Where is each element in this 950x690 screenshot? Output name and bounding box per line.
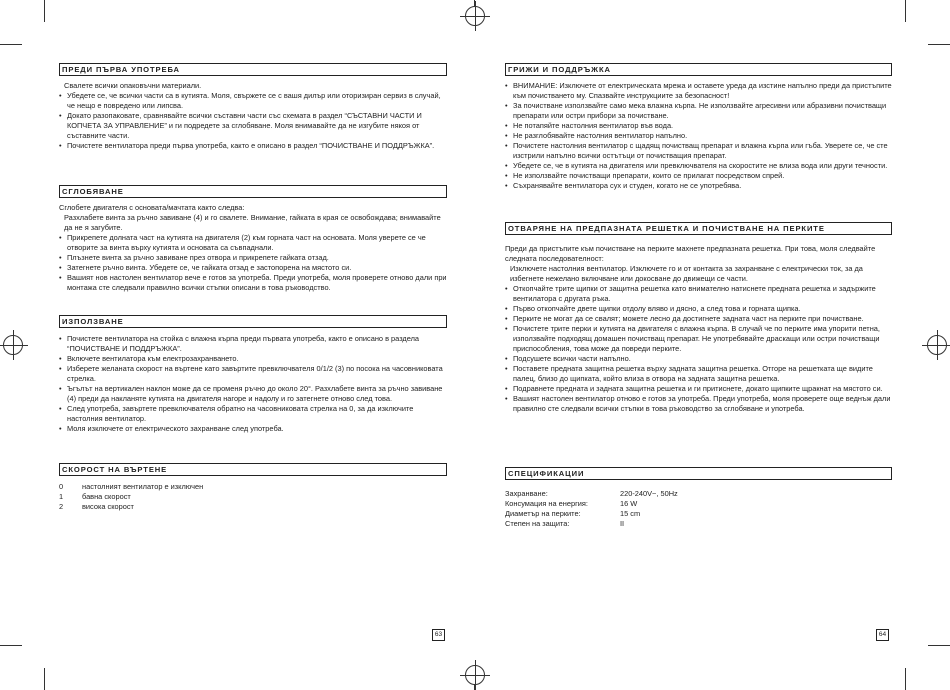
list-item: • Перките не могат да се свалят; можете лесно да достигнете задната част на перките при почистване.: [505, 314, 892, 324]
list-item: • Вашият настолен вентилатор отново е готов за употреба. Преди употреба, моля проверете още веднъж дали правилно сте следвали всички стъпки в това ръководство за сглобяване и употреба.: [505, 394, 892, 414]
spec-row: [505, 519, 892, 529]
spec-key: Диаметър на перките:: [505, 509, 581, 518]
section-title: ПРЕДИ ПЪРВА УПОТРЕБА: [59, 63, 447, 76]
section-specs: [505, 467, 892, 529]
registration-mark: [465, 665, 485, 685]
list-item: • Почистете вентилатора на стойка с влажна кърпа преди първата употреба, както е описано в раздела “ПОЧИСТВАНЕ И ПОДДРЪЖКА”.: [59, 334, 447, 354]
spec-row: [505, 489, 892, 499]
speed-key: 0: [59, 482, 64, 491]
section-speed: [59, 463, 447, 512]
crop-mark: [44, 0, 45, 22]
list-item: • Откопчайте трите щипки от защитна решетка като внимателно натиснете предната решетка и задържите вентилатора с другата ръка.: [505, 284, 892, 304]
bullet-list: [59, 334, 447, 434]
registration-mark: [465, 6, 485, 26]
list-item: • Не разглобявайте настолния вентилатор напълно.: [505, 131, 892, 141]
registration-mark: [927, 335, 947, 355]
section-intro-2: Изключете настолния вентилатор. Изключете го и от контакта за захранване с електрически ток, за да избегнете нежелано включване или докосване до движещи се части.: [510, 264, 863, 283]
spec-row: [505, 499, 892, 509]
crop-mark: [44, 668, 45, 690]
list-item: • Вашият нов настолен вентилатор вече е готов за употреба. Преди употреба, моля проверете отново дали при монтажа сте следвали правилно всички стъпки описани в това ръководство.: [59, 273, 447, 293]
list-item: • Почистете трите перки и кутията на двигателя с влажна кърпа. В случай че по перките има упорити петна, използвайте подходящ домашен почистващ препарат. Не употребявайте драскащи или остри почистващи приспособления, това може да повреди перките.: [505, 324, 892, 354]
spec-key: Захранване:: [505, 489, 548, 498]
list-item: • Подравнете предната и задната защитна решетка и ги притиснете, докато щипките щракнат на мястото си.: [505, 384, 892, 394]
crop-mark: [474, 684, 475, 690]
list-item: • След употреба, завъртете превключвателя обратно на часовниковата стрелка на 0, за да изключите настолния вентилатор.: [59, 404, 447, 424]
section-intro-2: Разхлабете винта за ръчно завиване (4) и го свалете. Внимание, гайката в края се освобождава; внимавайте да не я загубите.: [64, 213, 441, 232]
crop-mark: [905, 668, 906, 690]
list-item: • Плъзнете винта за ръчно завиване през отвора и прикрепете гайката отзад.: [59, 253, 447, 263]
list-item: • Съхранявайте вентилатора сух и студен, когато не се употребява.: [505, 181, 892, 191]
list-item: • Изберете желаната скорост на въртене като завъртите превключвателя 0/1/2 (3) по посока на часовниковата стрелка.: [59, 364, 447, 384]
list-item: • Прикрепете долната част на кутията на двигателя (2) към горната част на основата. Моля уверете се че отворите за винта върху кутията и основата са съвпаднали.: [59, 233, 447, 253]
speed-value: настолният вентилатор е изключен: [82, 482, 204, 491]
list-item: • Почистете вентилатора преди първа употреба, както е описано в раздел “ПОЧИСТВАНЕ И ПОДДРЪЖКА”.: [59, 141, 447, 151]
list-item: • Не използвайте почистващи препарати, които се прилагат посредством спрей.: [505, 171, 892, 181]
section-intro: Преди да пристъпите към почистване на перките махнете предпазната решетка. При това, моля следвайте следната последователност:: [505, 244, 876, 263]
spec-value: 15 cm: [620, 509, 641, 518]
speed-row: [59, 482, 447, 492]
list-item: • За почистване използвайте само мека влажна кърпа. Не използвайте агресивни или абразивни почистващи препарати или остри прибори за почистване.: [505, 101, 892, 121]
list-item: • Включете вентилатора към електрозахранването.: [59, 354, 447, 364]
speed-key: 1: [59, 492, 64, 501]
spec-row: [505, 509, 892, 519]
list-item: • Ъгълът на вертикален наклон може да се променя ръчно до около 20°. Разхлабете винта за ръчно завиване (4) преди да накланяте кутията на двигателя нагоре и надолу и го затегнете отново след това.: [59, 384, 447, 404]
speed-row: [59, 492, 447, 502]
section-title: СКОРОСТ НА ВЪРТЕНЕ: [59, 463, 447, 476]
spec-key: Консумация на енергия:: [505, 499, 588, 508]
spec-key: Степен на защита:: [505, 519, 570, 528]
bullet-list: [505, 81, 892, 191]
list-item: • Затегнете ръчно винта. Убедете се, че гайката отзад е застопорена на мястото си.: [59, 263, 447, 273]
section-grille: [505, 222, 892, 414]
section-assembly: [59, 185, 447, 293]
speed-value: бавна скорост: [82, 492, 131, 501]
list-item: • Почистете настолния вентилатор с щадящ почистващ препарат и влажна кърпа или гъба. Уверете се, че сте изстрили напълно всички остътъци от почистващия препарат.: [505, 141, 892, 161]
section-usage: [59, 315, 447, 434]
speed-row: [59, 502, 447, 512]
spec-value: 16 W: [620, 499, 638, 508]
section-title: СГЛОБЯВАНЕ: [59, 185, 447, 198]
section-title: СПЕЦИФИКАЦИИ: [505, 467, 892, 480]
spec-value: 220-240V~, 50Hz: [620, 489, 678, 498]
bullet-list: [59, 233, 447, 293]
spec-value: II: [620, 519, 625, 528]
list-item: • Докато разопаковате, сравнявайте всички съставни части със схемата в раздел “СЪСТАВНИ ЧАСТИ И КОПЧЕТА ЗА УПРАВЛЕНИЕ” и ги подредете за сглобяване. Моля внимавайте да не изгубите някоя от съставните части.: [59, 111, 447, 141]
section-intro: Сглобете двигателя с основата/мачтата както следва:: [59, 203, 245, 212]
registration-mark: [3, 335, 23, 355]
section-title: ГРИЖИ И ПОДДРЪЖКА: [505, 63, 892, 76]
list-item: • Не потапяйте настолния вентилатор във вода.: [505, 121, 892, 131]
list-item: • Убедете се, че всички части са в кутията. Моля, свържете се с вашя дилър или оторизиран сервиз в случай, че нещо е повредено или липсва.: [59, 91, 447, 111]
list-item: • Първо откопчайте двете щипки отдолу вляво и дясно, а след това и горната щипка.: [505, 304, 892, 314]
crop-mark: [0, 44, 22, 45]
section-title: ОТВАРЯНЕ НА ПРЕДПАЗНАТА РЕШЕТКА И ПОЧИСТВАНЕ НА ПЕРКИТЕ: [505, 222, 892, 235]
section-first-use: [59, 63, 447, 151]
list-item: • Моля изключете от електрическото захранване след употреба.: [59, 424, 447, 434]
list-item: • Поставете предната защитна решетка върху задната защитна решетка. Отгоре на решетката ще видите палец, близо до щипката, който влиза в отвора на задната защитна решетка.: [505, 364, 892, 384]
section-care: [505, 63, 892, 191]
crop-mark: [905, 0, 906, 22]
list-item: • Убедете се, че в кутията на двигателя или превключвателя на скоростите не влиза вода или други течности.: [505, 161, 892, 171]
speed-key: 2: [59, 502, 64, 511]
bullet-list: [505, 284, 892, 414]
right-page: [475, 0, 950, 690]
list-item: • Подсушете всички части напълно.: [505, 354, 892, 364]
list-item: • ВНИМАНИЕ: Изключете от електрическата мрежа и оставете уреда да изстине напълно преди да пристъпите към почистването му. Спазвайте инструкциите за безопасност!: [505, 81, 892, 101]
page-number: 63: [432, 629, 445, 641]
bullet-list: [59, 91, 447, 151]
section-title: ИЗПОЛЗВАНЕ: [59, 315, 447, 328]
crop-mark: [928, 645, 950, 646]
section-intro: Свалете всички опаковъчни материали.: [64, 81, 202, 90]
crop-mark: [928, 44, 950, 45]
page-number: 64: [876, 629, 889, 641]
speed-value: висока скорост: [82, 502, 134, 511]
crop-mark: [0, 645, 22, 646]
crop-mark: [474, 0, 475, 6]
